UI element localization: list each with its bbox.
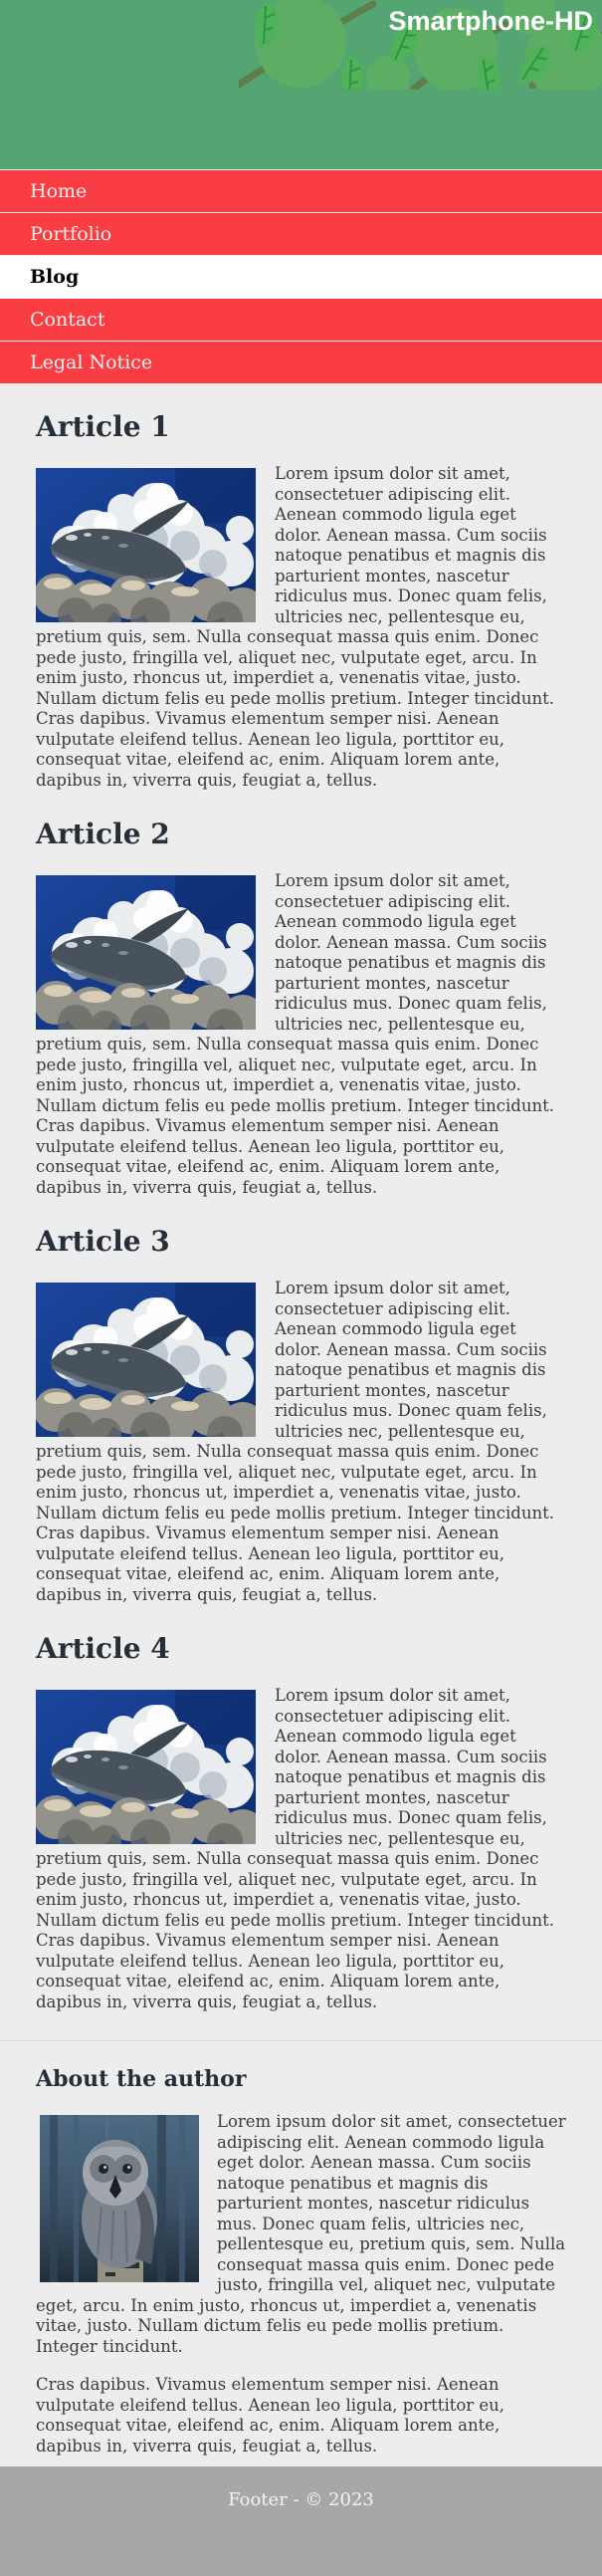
article-4	[36, 1632, 566, 2012]
nav-link-legal-notice[interactable]: Legal Notice	[0, 341, 602, 383]
whale-clouds-illustration	[36, 875, 256, 1030]
nav-link-portfolio[interactable]: Portfolio	[0, 212, 602, 255]
main-content	[0, 383, 602, 2466]
article-2	[36, 818, 566, 1198]
site-footer	[0, 2466, 602, 2576]
site-title: Smartphone-HD	[388, 6, 593, 36]
about-title: About the author	[36, 2066, 247, 2092]
about-paragraph-1: Lorem ipsum dolor sit amet, consectetuer adipiscing elit. Aenean commodo ligula eget dolor. Aenean massa. Cum sociis natoque penatibus et magnis dis parturient montes, nascetur ridiculus mus. Donec quam felis, ultricies nec, pellentesque eu, pretium quis, sem. Nulla consequat massa quis enim. Donec pede justo, fringilla vel, aliquet nec, vulputate eget, arcu. In enim justo, rhoncus ut, imperdiet a, venenatis vitae, justo. Nullam dictum felis eu pede mollis pretium. Integer tincidunt.	[36, 2112, 566, 2356]
nav-item-portfolio	[0, 212, 602, 255]
nav-item-contact	[0, 298, 602, 341]
owl-illustration	[40, 2115, 199, 2282]
article-1-body: Lorem ipsum dolor sit amet, consectetuer adipiscing elit. Aenean commodo ligula eget dolor. Aenean massa. Cum sociis natoque penatibus et magnis dis parturient montes, nascetur ridiculus mus. Donec quam felis, ultricies nec, pellentesque eu, pretium quis, sem. Nulla consequat massa quis enim. Donec pede justo, fringilla vel, aliquet nec, vulputate eget, arcu. In enim justo, rhoncus ut, imperdiet a, venenatis vitae, justo. Nullam dictum felis eu pede mollis pretium. Integer tincidunt. Cras dapibus. Vivamus elementum semper nisi. Aenean vulputate eleifend tellus. Aenean leo ligula, porttitor eu, consequat vitae, eleifend ac, enim. Aliquam lorem ante, dapibus in, viverra quis, feugiat a, tellus.	[36, 464, 554, 790]
footer-text: Footer - © 2023	[228, 2489, 374, 2510]
article-4-body: Lorem ipsum dolor sit amet, consectetuer adipiscing elit. Aenean commodo ligula eget dolor. Aenean massa. Cum sociis natoque penatibus et magnis dis parturient montes, nascetur ridiculus mus. Donec quam felis, ultricies nec, pellentesque eu, pretium quis, sem. Nulla consequat massa quis enim. Donec pede justo, fringilla vel, aliquet nec, vulputate eget, arcu. In enim justo, rhoncus ut, imperdiet a, venenatis vitae, justo. Nullam dictum felis eu pede mollis pretium. Integer tincidunt. Cras dapibus. Vivamus elementum semper nisi. Aenean vulputate eleifend tellus. Aenean leo ligula, porttitor eu, consequat vitae, eleifend ac, enim. Aliquam lorem ante, dapibus in, viverra quis, feugiat a, tellus.	[36, 1686, 554, 2011]
about-the-author-section	[36, 2066, 566, 2457]
site-header	[0, 0, 602, 169]
nav-item-legal-notice	[0, 341, 602, 383]
article-4-image	[36, 1690, 256, 1844]
about-body	[36, 2112, 566, 2457]
nav-item-blog	[0, 255, 602, 298]
article-1-image	[36, 468, 256, 622]
article-4-title: Article 4	[36, 1632, 170, 1665]
article-3	[36, 1225, 566, 1605]
article-1-title: Article 1	[36, 410, 170, 443]
section-divider	[0, 2040, 602, 2041]
article-2-image	[36, 875, 256, 1030]
about-paragraph-2: Cras dapibus. Vivamus elementum semper nisi. Aenean vulputate eleifend tellus. Aenean leo ligula, porttitor eu, consequat vitae, eleifend ac, enim. Aliquam lorem ante, dapibus in, viverra quis, feugiat a, tellus.	[36, 2375, 505, 2456]
article-1	[36, 410, 566, 791]
nav-link-home[interactable]: Home	[0, 169, 602, 212]
whale-clouds-illustration	[36, 1283, 256, 1437]
article-3-body: Lorem ipsum dolor sit amet, consectetuer adipiscing elit. Aenean commodo ligula eget dolor. Aenean massa. Cum sociis natoque penatibus et magnis dis parturient montes, nascetur ridiculus mus. Donec quam felis, ultricies nec, pellentesque eu, pretium quis, sem. Nulla consequat massa quis enim. Donec pede justo, fringilla vel, aliquet nec, vulputate eget, arcu. In enim justo, rhoncus ut, imperdiet a, venenatis vitae, justo. Nullam dictum felis eu pede mollis pretium. Integer tincidunt. Cras dapibus. Vivamus elementum semper nisi. Aenean vulputate eleifend tellus. Aenean leo ligula, porttitor eu, consequat vitae, eleifend ac, enim. Aliquam lorem ante, dapibus in, viverra quis, feugiat a, tellus.	[36, 1279, 554, 1604]
nav-link-blog[interactable]: Blog	[0, 255, 602, 298]
article-2-title: Article 2	[36, 818, 170, 850]
author-photo	[40, 2115, 199, 2282]
whale-clouds-illustration	[36, 1690, 256, 1844]
nav-link-contact[interactable]: Contact	[0, 298, 602, 341]
main-nav	[0, 169, 602, 383]
article-3-title: Article 3	[36, 1225, 170, 1258]
article-3-image	[36, 1283, 256, 1437]
nav-item-home	[0, 169, 602, 212]
whale-clouds-illustration	[36, 468, 256, 622]
article-2-body: Lorem ipsum dolor sit amet, consectetuer adipiscing elit. Aenean commodo ligula eget dolor. Aenean massa. Cum sociis natoque penatibus et magnis dis parturient montes, nascetur ridiculus mus. Donec quam felis, ultricies nec, pellentesque eu, pretium quis, sem. Nulla consequat massa quis enim. Donec pede justo, fringilla vel, aliquet nec, vulputate eget, arcu. In enim justo, rhoncus ut, imperdiet a, venenatis vitae, justo. Nullam dictum felis eu pede mollis pretium. Integer tincidunt. Cras dapibus. Vivamus elementum semper nisi. Aenean vulputate eleifend tellus. Aenean leo ligula, porttitor eu, consequat vitae, eleifend ac, enim. Aliquam lorem ante, dapibus in, viverra quis, feugiat a, tellus.	[36, 871, 554, 1197]
